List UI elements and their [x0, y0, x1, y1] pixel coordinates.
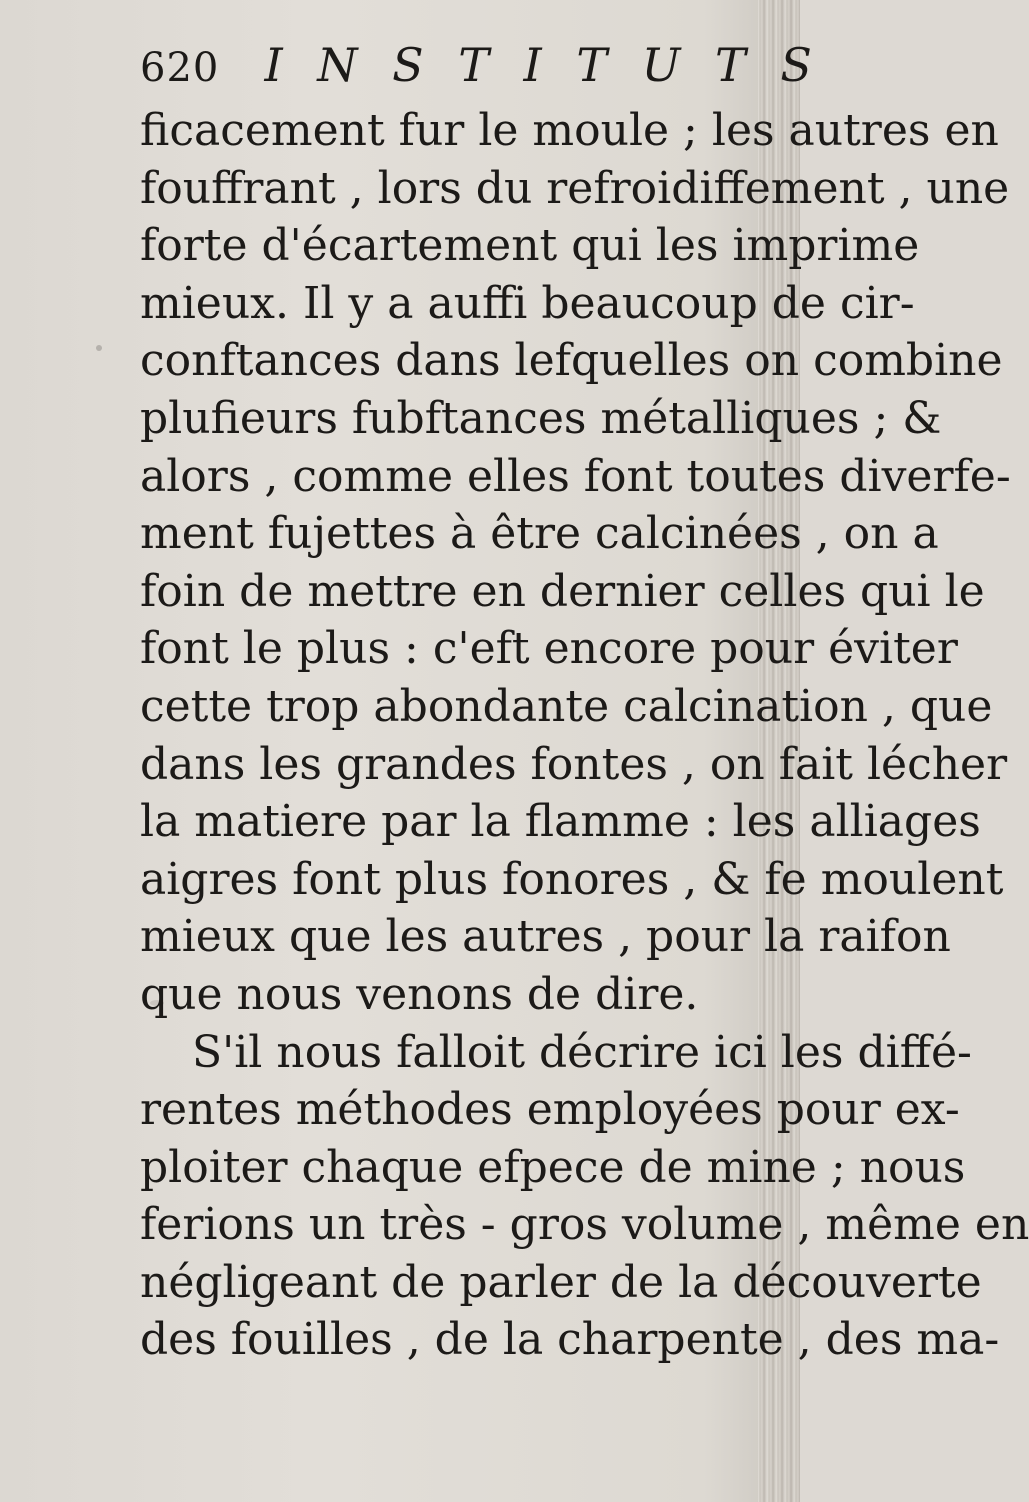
text-line: font le plus : c'eft encore pour éviter — [140, 623, 958, 675]
text-line: que nous venons de dire. — [140, 968, 699, 1020]
text-line: cette trop abondante calcination , que — [140, 680, 993, 732]
text-line: ferions un très - gros volume , même en — [140, 1199, 1029, 1251]
text-line: foin de mettre en dernier celles qui le — [140, 565, 985, 617]
page-number: 620 — [140, 45, 220, 91]
text-line: forte d'écartement qui les imprime — [140, 220, 920, 272]
text-line: la matiere par la flamme : les alliages — [140, 796, 981, 848]
running-title: I N S T I T U T S — [264, 38, 822, 92]
text-line: alors , comme elles font toutes diverfe- — [140, 450, 1011, 502]
page-header — [140, 38, 822, 98]
text-line: aigres font plus fonores , & fe moulent — [140, 853, 1004, 905]
text-line: ment fujettes à être calcinées , on a — [140, 508, 939, 560]
text-line: mieux que les autres , pour la raifon — [140, 911, 951, 963]
body-text — [140, 102, 1029, 1369]
text-line: négligeant de parler de la découverte — [140, 1256, 982, 1308]
ink-mark — [96, 345, 102, 351]
text-line: des fouilles , de la charpente , des ma- — [140, 1314, 1000, 1366]
text-line: rentes méthodes employées pour ex- — [140, 1084, 960, 1136]
text-line: conftances dans lefquelles on combine — [140, 335, 1003, 387]
paragraph-start-line: S'il nous falloit décrire ici les diffé- — [192, 1026, 972, 1078]
text-line: ficacement fur le moule ; les autres en — [140, 105, 999, 156]
text-line: plufieurs fubftances métalliques ; & — [140, 392, 942, 444]
text-line: mieux. Il y a auffi beaucoup de cir- — [140, 277, 915, 329]
text-line: fouffrant , lors du refroidiffement , une — [140, 162, 1010, 214]
text-line: dans les grandes fontes , on fait lécher — [140, 738, 1008, 790]
text-line: ploiter chaque efpece de mine ; nous — [140, 1141, 966, 1193]
